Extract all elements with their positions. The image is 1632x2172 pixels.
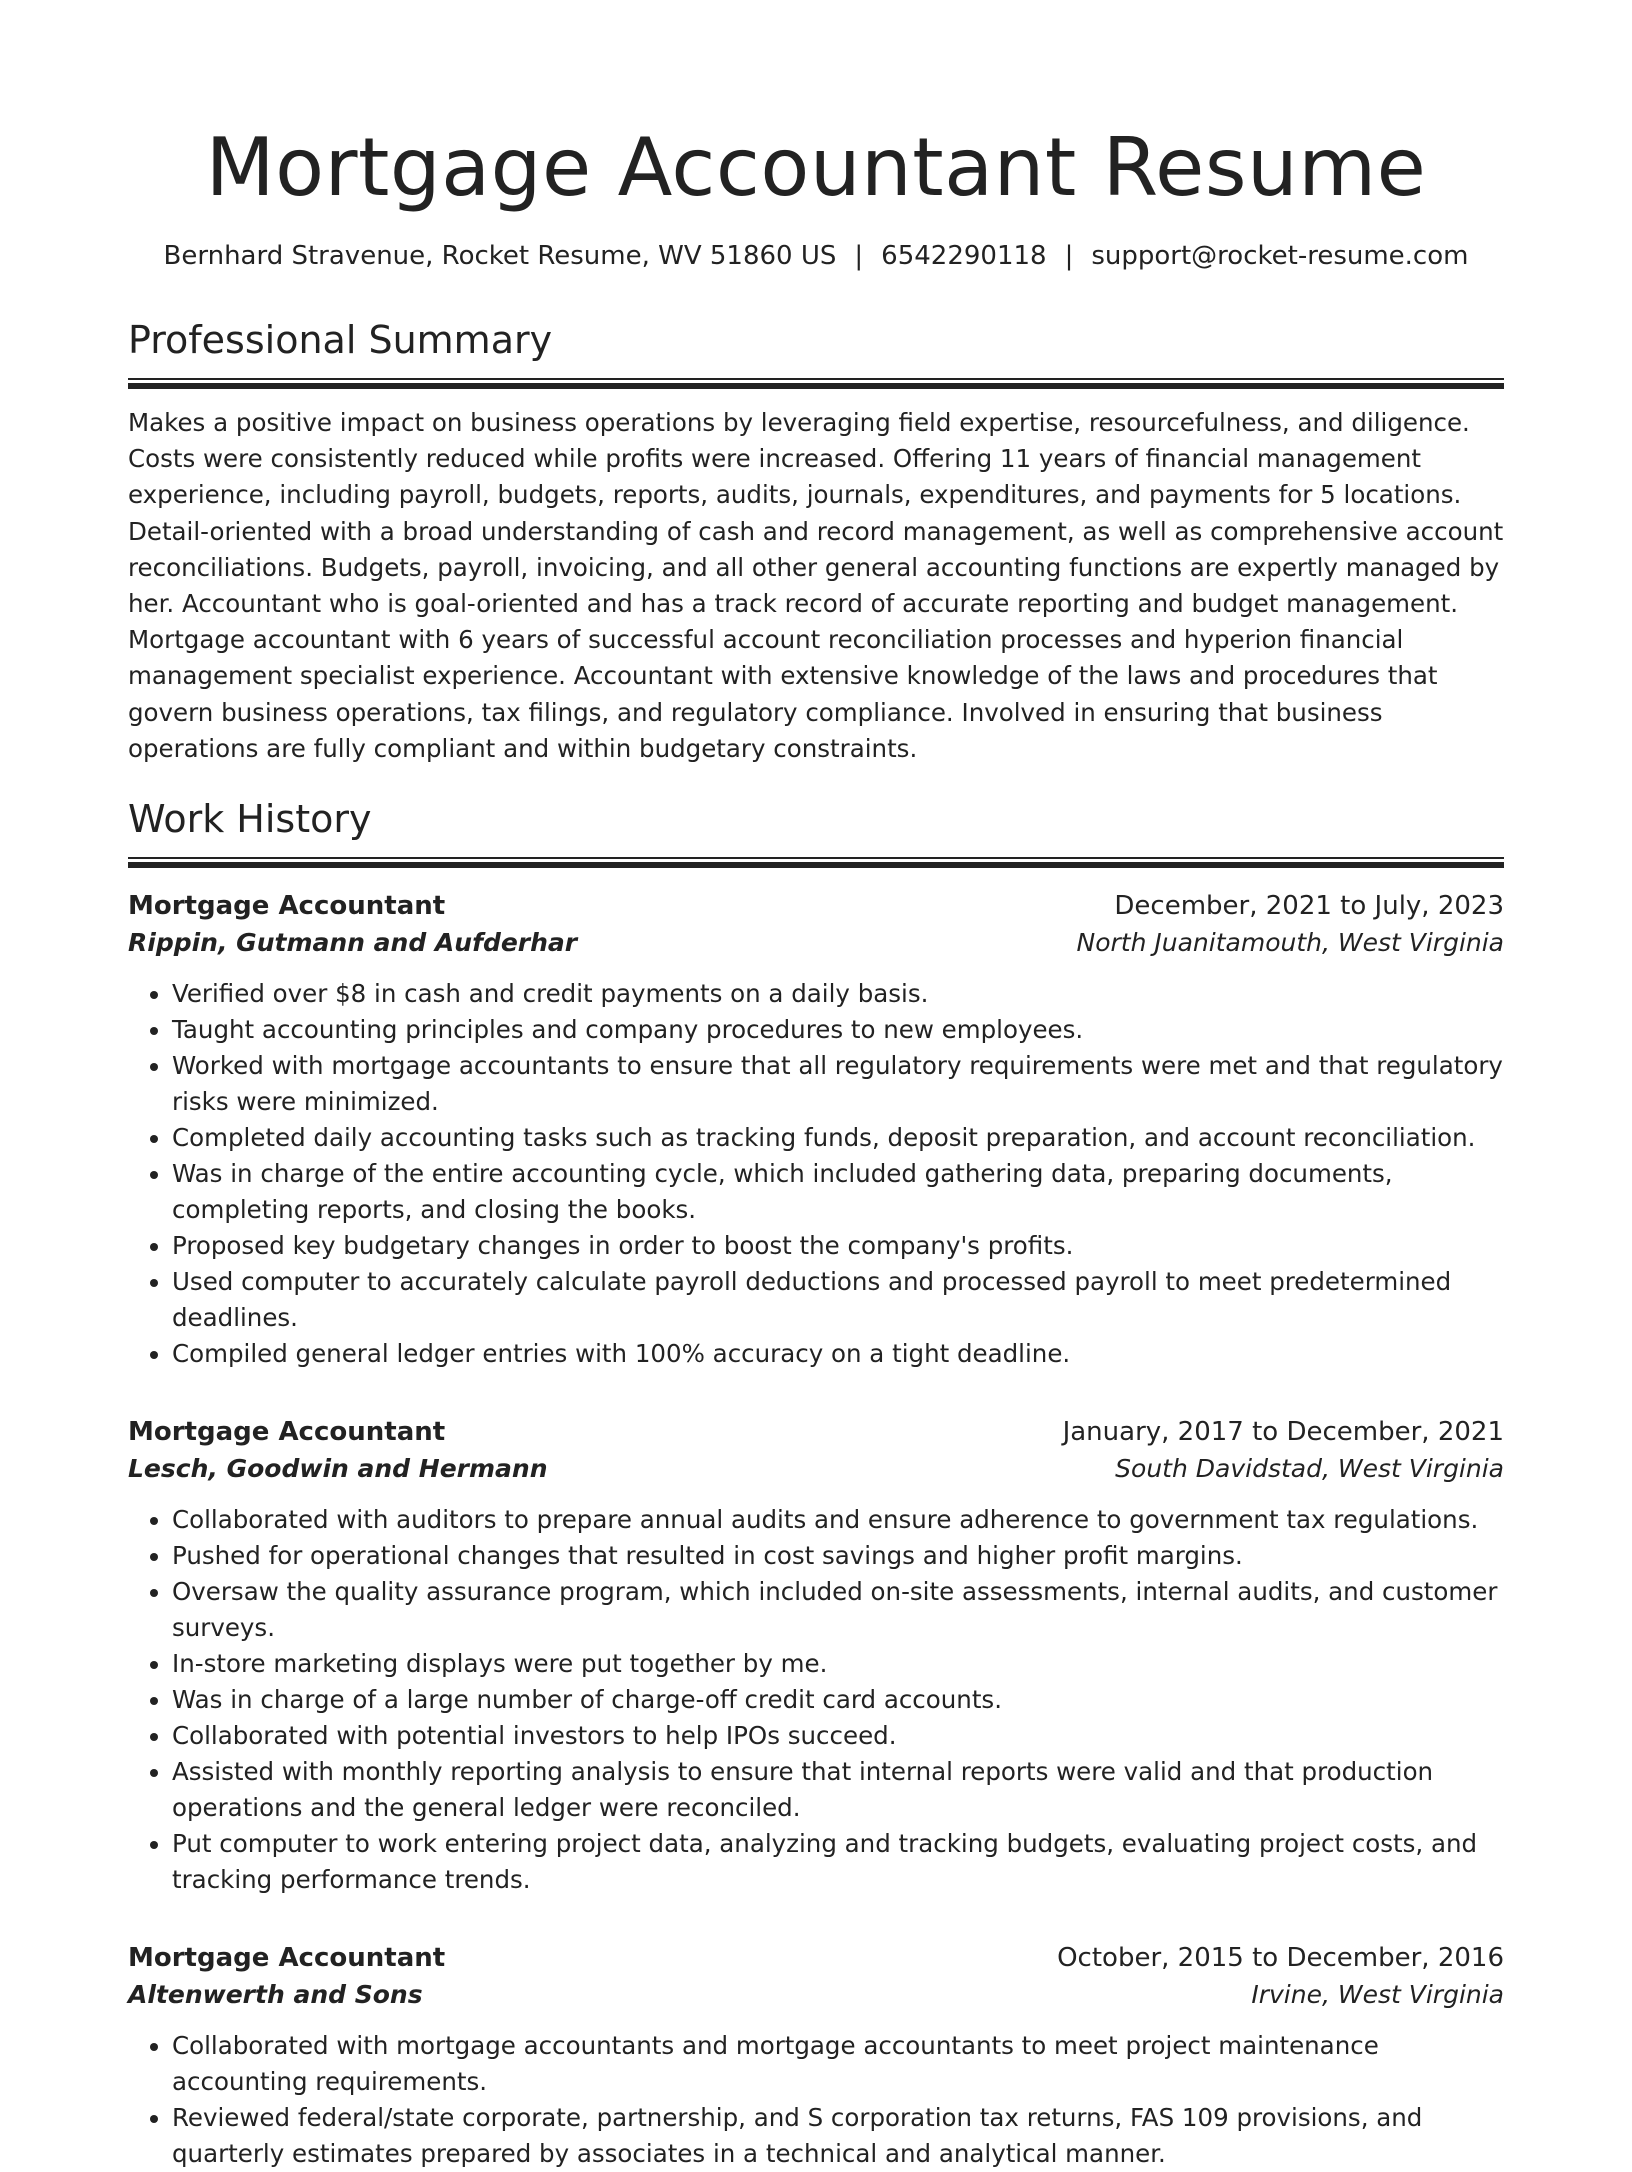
job-bullet: • Compiled general ledger entries with 100% accuracy on a tight deadline. — [172, 1336, 1504, 1372]
job-bullet-list — [128, 976, 1504, 1372]
contact-line — [128, 240, 1504, 272]
job-entry — [128, 888, 1504, 1372]
job-company: Altenwerth and Sons — [128, 1980, 423, 2010]
job-title: Mortgage Accountant — [128, 891, 446, 922]
job-bullet: • Taught accounting principles and company procedures to new employees. — [172, 1012, 1504, 1048]
contact-separator: | — [1064, 241, 1074, 271]
contact-phone: 6542290118 — [881, 241, 1047, 271]
job-bullet: • Collaborated with mortgage accountants and mortgage accountants to meet project maintenance accounting requirements. — [172, 2028, 1504, 2100]
job-bullet: • Collaborated with potential investors to help IPOs succeed. — [172, 1718, 1504, 1754]
job-header-row — [128, 1940, 1504, 1976]
job-bullet: • Proposed key budgetary changes in order to boost the company's profits. — [172, 1228, 1504, 1264]
job-location: South Davidstad, West Virginia — [1115, 1454, 1504, 1484]
job-title: Mortgage Accountant — [128, 1943, 446, 1974]
page-title: Mortgage Accountant Resume — [205, 121, 1427, 214]
job-location: Irvine, West Virginia — [1251, 1980, 1504, 2010]
job-entry — [128, 1414, 1504, 1898]
job-bullet: • Collaborated with auditors to prepare annual audits and ensure adherence to government tax regulations. — [172, 1502, 1504, 1538]
work-history-section — [128, 795, 1504, 2172]
section-heading-work-history: Work History — [128, 797, 372, 842]
job-bullet: • Verified over $8 in cash and credit payments on a daily basis. — [172, 976, 1504, 1012]
job-location: North Juanitamouth, West Virginia — [1076, 928, 1504, 958]
job-header-row — [128, 1414, 1504, 1450]
job-company-row — [128, 924, 1504, 962]
job-company-row — [128, 1450, 1504, 1488]
job-bullet: • Oversaw the quality assurance program, which included on-site assessments, internal audits, and customer surveys. — [172, 1574, 1504, 1646]
job-company: Rippin, Gutmann and Aufderhar — [128, 928, 578, 958]
job-company: Lesch, Goodwin and Hermann — [128, 1454, 548, 1484]
section-divider — [128, 378, 1504, 389]
job-bullet: • Pushed for operational changes that resulted in cost savings and higher profit margins. — [172, 1538, 1504, 1574]
job-dates: October, 2015 to December, 2016 — [1057, 1943, 1504, 1974]
section-heading-professional-summary: Professional Summary — [128, 318, 553, 362]
job-company-row — [128, 1976, 1504, 2014]
job-bullet-list — [128, 1502, 1504, 1898]
job-bullet: • Worked with mortgage accountants to ensure that all regulatory requirements were met and that regulatory risks were minimized. — [172, 1048, 1504, 1120]
contact-separator: | — [854, 241, 864, 271]
job-bullet: • Was in charge of the entire accounting cycle, which included gathering data, preparing documents, completing reports, and closing the books. — [172, 1156, 1504, 1228]
job-bullet: • Assisted with monthly reporting analysis to ensure that internal reports were valid and that production operations and the general ledger were reconciled. — [172, 1754, 1504, 1826]
job-header-row — [128, 888, 1504, 924]
job-bullet: • Was in charge of a large number of charge-off credit card accounts. — [172, 1682, 1504, 1718]
job-bullet-list — [128, 2028, 1504, 2172]
contact-email: support@rocket-resume.com — [1091, 241, 1469, 271]
job-bullet: • In-store marketing displays were put together by me. — [172, 1646, 1504, 1682]
job-bullet: • Used computer to accurately calculate payroll deductions and processed payroll to meet predetermined deadlines. — [172, 1264, 1504, 1336]
section-divider — [128, 857, 1504, 868]
professional-summary-section — [128, 316, 1504, 767]
job-bullet: • Completed daily accounting tasks such as tracking funds, deposit preparation, and account reconciliation. — [172, 1120, 1504, 1156]
job-dates: December, 2021 to July, 2023 — [1114, 891, 1504, 922]
job-bullet: • Reviewed federal/state corporate, partnership, and S corporation tax returns, FAS 109 provisions, and quarterly estimates prepared by associates in a technical and analytical manner. — [172, 2100, 1504, 2172]
job-title: Mortgage Accountant — [128, 1417, 446, 1448]
job-bullet: • Put computer to work entering project data, analyzing and tracking budgets, evaluating project costs, and tracking performance trends. — [172, 1826, 1504, 1898]
job-entry — [128, 1940, 1504, 2172]
summary-paragraph: Makes a positive impact on business operations by leveraging field expertise, resourcefulness, and diligence. Costs were consistently reduced while profits were increased. Offering 11 years of financial management experience, including payroll, budgets, reports, audits, journals, expenditures, and payments for 5 locations. Detail-oriented with a broad understanding of cash and record management, as well as comprehensive account reconciliations. Budgets, payroll, invoicing, and all other general accounting functions are expertly managed by her. Accountant who is goal-oriented and has a track record of accurate reporting and budget management. Mortgage accountant with 6 years of successful account reconciliation processes and hyperion financial management specialist experience. Accountant with extensive knowledge of the laws and procedures that govern business operations, tax filings, and regulatory compliance. Involved in ensuring that business operations are fully compliant and within budgetary constraints. — [128, 408, 1504, 763]
job-dates: January, 2017 to December, 2021 — [1062, 1417, 1504, 1448]
contact-address: Bernhard Stravenue, Rocket Resume, WV 51860 US — [163, 241, 837, 271]
